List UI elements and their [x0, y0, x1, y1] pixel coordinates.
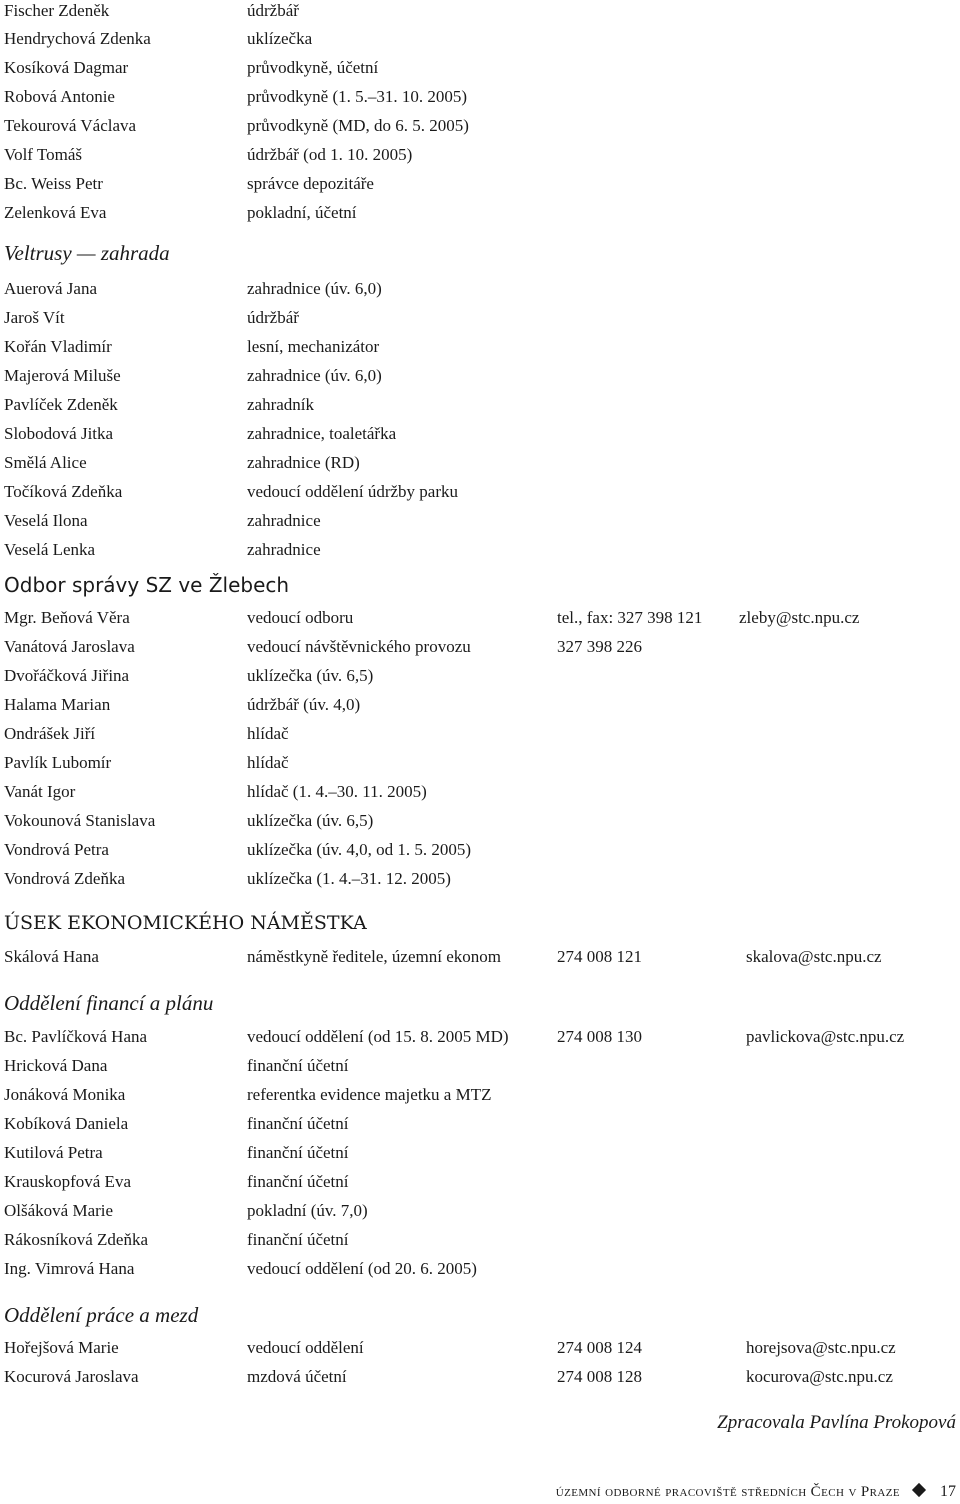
person-role: údržbář (od 1. 10. 2005) [247, 145, 413, 164]
person-role: finanční účetní [247, 1230, 349, 1249]
person-role: finanční účetní [247, 1172, 349, 1191]
person-name: Krauskopfová Eva [4, 1172, 131, 1191]
person-role: referentka evidence majetku a MTZ [247, 1085, 492, 1104]
person-name: Kocurová Jaroslava [4, 1367, 139, 1386]
person-name: Hořejšová Marie [4, 1338, 119, 1357]
person-role: zahradnice [247, 511, 321, 530]
person-role: zahradník [247, 395, 315, 414]
person-role: vedoucí odboru [247, 608, 354, 627]
person-phone: 274 008 121 [557, 947, 642, 966]
person-role: zahradnice (RD) [247, 453, 360, 472]
person-phone: 274 008 124 [557, 1338, 642, 1357]
person-role: finanční účetní [247, 1114, 349, 1133]
person-role: finanční účetní [247, 1056, 349, 1075]
person-name: Ing. Vimrová Hana [4, 1259, 135, 1278]
footer-text: územní odborné pracoviště středních Čech v Praze [555, 1484, 900, 1500]
person-role: náměstkyně ředitele, územní ekonom [247, 947, 501, 966]
person-name: Vanát Igor [4, 782, 76, 801]
person-role: údržbář (úv. 4,0) [247, 695, 361, 714]
person-role: zahradnice (úv. 6,0) [247, 366, 382, 385]
person-role: uklízečka (1. 4.–31. 12. 2005) [247, 869, 451, 888]
person-name: Hendrychová Zdenka [4, 29, 151, 48]
person-role: správce depozitáře [247, 174, 374, 193]
person-role: finanční účetní [247, 1143, 349, 1162]
person-role: lesní, mechanizátor [247, 337, 380, 356]
person-name: Volf Tomáš [4, 145, 82, 164]
person-phone: 274 008 128 [557, 1367, 642, 1386]
person-name: Točíková Zdeňka [4, 482, 123, 501]
person-name: Vokounová Stanislava [4, 811, 156, 830]
person-name: Veselá Ilona [4, 511, 88, 530]
person-name: Ondrášek Jiří [4, 724, 96, 743]
person-role: zahradnice [247, 540, 321, 559]
email-link[interactable]: zleby@stc.npu.cz [739, 608, 860, 627]
person-name: Kutilová Petra [4, 1143, 103, 1162]
person-role: vedoucí návštěvnického provozu [247, 637, 471, 656]
person-phone: tel., fax: 327 398 121 [557, 608, 703, 627]
section-heading-veltrusy: Veltrusy — zahrada [4, 241, 170, 265]
person-role: uklízečka [247, 29, 313, 48]
section-heading-financi: Oddělení financí a plánu [4, 991, 214, 1015]
person-name: Smělá Alice [4, 453, 87, 472]
person-name: Pavlíček Zdeněk [4, 395, 118, 414]
person-role: zahradnice, toaletářka [247, 424, 397, 443]
person-name: Kosíková Dagmar [4, 58, 129, 77]
person-name: Jaroš Vít [4, 308, 65, 327]
person-name: Tekourová Václava [4, 116, 137, 135]
page-footer [556, 1480, 956, 1504]
person-name: Majerová Miluše [4, 366, 121, 385]
person-role: údržbář [247, 1, 299, 20]
person-name: Bc. Pavlíčková Hana [4, 1027, 148, 1046]
person-role: průvodkyně (MD, do 6. 5. 2005) [247, 116, 469, 135]
person-role: hlídač [247, 753, 289, 772]
person-name: Kořán Vladimír [4, 337, 112, 356]
section-heading-ekonom: ÚSEK EKONOMICKÉHO NÁMĚSTKA [4, 912, 367, 934]
person-name: Dvořáčková Jiřina [4, 666, 130, 685]
person-role: pokladní (úv. 7,0) [247, 1201, 368, 1220]
person-role: hlídač (1. 4.–30. 11. 2005) [247, 782, 427, 801]
person-role: průvodkyně (1. 5.–31. 10. 2005) [247, 87, 468, 106]
person-role: vedoucí oddělení (od 20. 6. 2005) [247, 1259, 477, 1278]
person-name: Zelenková Eva [4, 203, 107, 222]
person-role: vedoucí oddělení údržby parku [247, 482, 459, 501]
person-role: průvodkyně, účetní [247, 58, 379, 77]
person-role: pokladní, účetní [247, 203, 357, 222]
person-name: Vanátová Jaroslava [4, 637, 135, 656]
person-name: Vondrová Zdeňka [4, 869, 126, 888]
email-link[interactable]: horejsova@stc.npu.cz [746, 1338, 896, 1357]
person-name: Kobíková Daniela [4, 1114, 129, 1133]
person-name: Auerová Jana [4, 279, 97, 298]
person-name: Halama Marian [4, 695, 111, 714]
person-role: uklízečka (úv. 6,5) [247, 811, 374, 830]
person-role: zahradnice (úv. 6,0) [247, 279, 382, 298]
person-phone: 274 008 130 [557, 1027, 642, 1046]
person-name: Slobodová Jitka [4, 424, 114, 443]
signature: Zpracovala Pavlína Prokopová [717, 1412, 956, 1433]
person-role: mzdová účetní [247, 1367, 347, 1386]
person-name: Hricková Dana [4, 1056, 108, 1075]
person-name: Robová Antonie [4, 87, 115, 106]
page-number: 17 [940, 1483, 956, 1500]
person-name: Fischer Zdeněk [4, 1, 110, 20]
person-name: Rákosníková Zdeňka [4, 1230, 148, 1249]
section-heading-mzdy: Oddělení práce a mezd [4, 1303, 199, 1327]
person-role: vedoucí oddělení (od 15. 8. 2005 MD) [247, 1027, 509, 1046]
person-role: uklízečka (úv. 6,5) [247, 666, 374, 685]
person-phone: 327 398 226 [557, 637, 642, 656]
person-name: Skálová Hana [4, 947, 99, 966]
person-role: uklízečka (úv. 4,0, od 1. 5. 2005) [247, 840, 472, 859]
person-role: hlídač [247, 724, 289, 743]
person-name: Veselá Lenka [4, 540, 96, 559]
person-name: Olšáková Marie [4, 1201, 114, 1220]
email-link[interactable]: pavlickova@stc.npu.cz [746, 1027, 905, 1046]
person-role: vedoucí oddělení [247, 1338, 364, 1357]
email-link[interactable]: kocurova@stc.npu.cz [746, 1367, 893, 1386]
diamond-icon [912, 1483, 926, 1497]
person-name: Pavlík Lubomír [4, 753, 112, 772]
person-name: Mgr. Beňová Věra [4, 608, 130, 627]
person-name: Vondrová Petra [4, 840, 109, 859]
person-role: údržbář [247, 308, 299, 327]
section-heading-zleby: Odbor správy SZ ve Žlebech [4, 573, 290, 597]
person-name: Jonáková Monika [4, 1085, 126, 1104]
person-name: Bc. Weiss Petr [4, 174, 103, 193]
email-link[interactable]: skalova@stc.npu.cz [746, 947, 882, 966]
